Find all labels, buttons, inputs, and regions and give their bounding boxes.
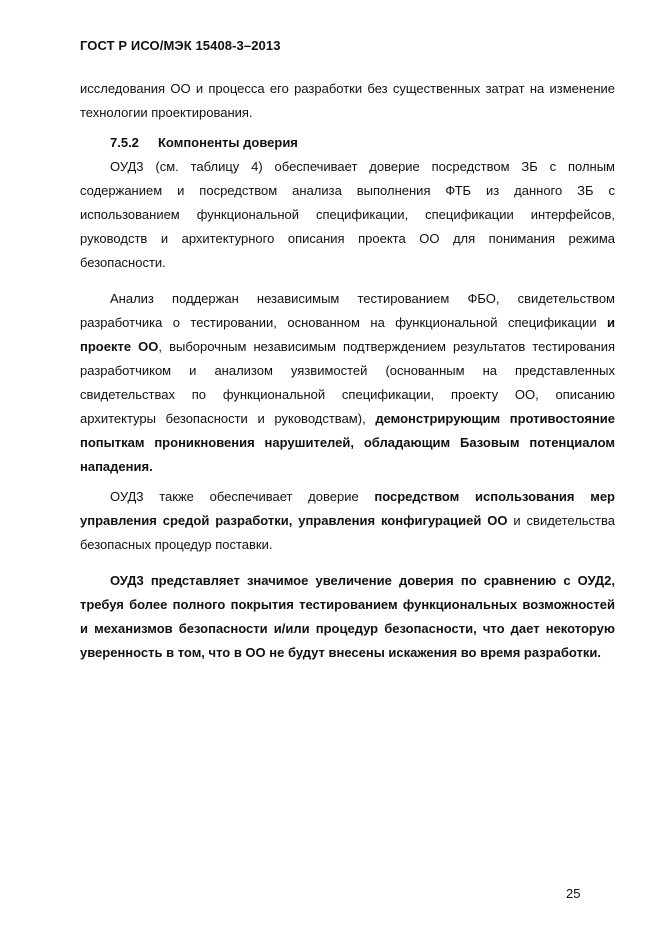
section-number: 7.5.2 [110, 135, 139, 150]
intro-paragraph: исследования ОО и процесса его разработки без существенных затрат на изменение технологии проектирования. [80, 81, 615, 120]
section-heading [80, 131, 615, 155]
paragraph-2-part-b: и проекте ОО [80, 315, 615, 354]
paragraph-3-part-a: ОУД3 также обеспечивает доверие [110, 489, 375, 504]
document-body [80, 77, 615, 665]
paragraph-2-part-d: демонстрирующим противостояние попыткам проникновения нарушителей, обладающим Базовым потенциалом нападения. [80, 411, 615, 474]
paragraph-4: ОУД3 представляет значимое увеличение доверия по сравнению с ОУД2, требуя более полного покрытия тестированием функциональных возможностей и механизмов безопасности и/или процедур безопасности, что дает некоторую уверенность в том, что в ОО не будут внесены искажения во время разработки. [80, 573, 615, 660]
document-header: ГОСТ Р ИСО/МЭК 15408-3–2013 [80, 38, 281, 53]
paragraph-1: ОУД3 (см. таблицу 4) обеспечивает доверие посредством ЗБ с полным содержанием и посредством анализа выполнения ФТБ из данного ЗБ с использованием функциональной спецификации, спецификации интерфейсов, руководств и архитектурного описания проекта ОО для понимания режима безопасности. [80, 159, 615, 270]
page-number: 25 [566, 886, 581, 901]
paragraph-3-part-c: и свидетельства безопасных процедур поставки. [80, 513, 616, 552]
section-title: Компоненты доверия [158, 135, 298, 150]
paragraph-3-part-b: посредством использования мер управления средой разработки, управления конфигурацией ОО [80, 489, 615, 528]
paragraph-2-part-a: Анализ поддержан независимым тестированием ФБО, свидетельством разработчика о тестировании, основанном на функциональной спецификации [80, 291, 615, 330]
paragraph-2-part-c: , выборочным независимым подтверждением результатов тестирования разработчиком и анализом уязвимостей (основанным на представленных свидетельствах по функциональной спецификации, проекту ОО, описанию архитектуры безопасности и руководствам), [80, 339, 615, 426]
paragraph-3 [80, 485, 615, 557]
paragraph-2 [80, 287, 615, 479]
